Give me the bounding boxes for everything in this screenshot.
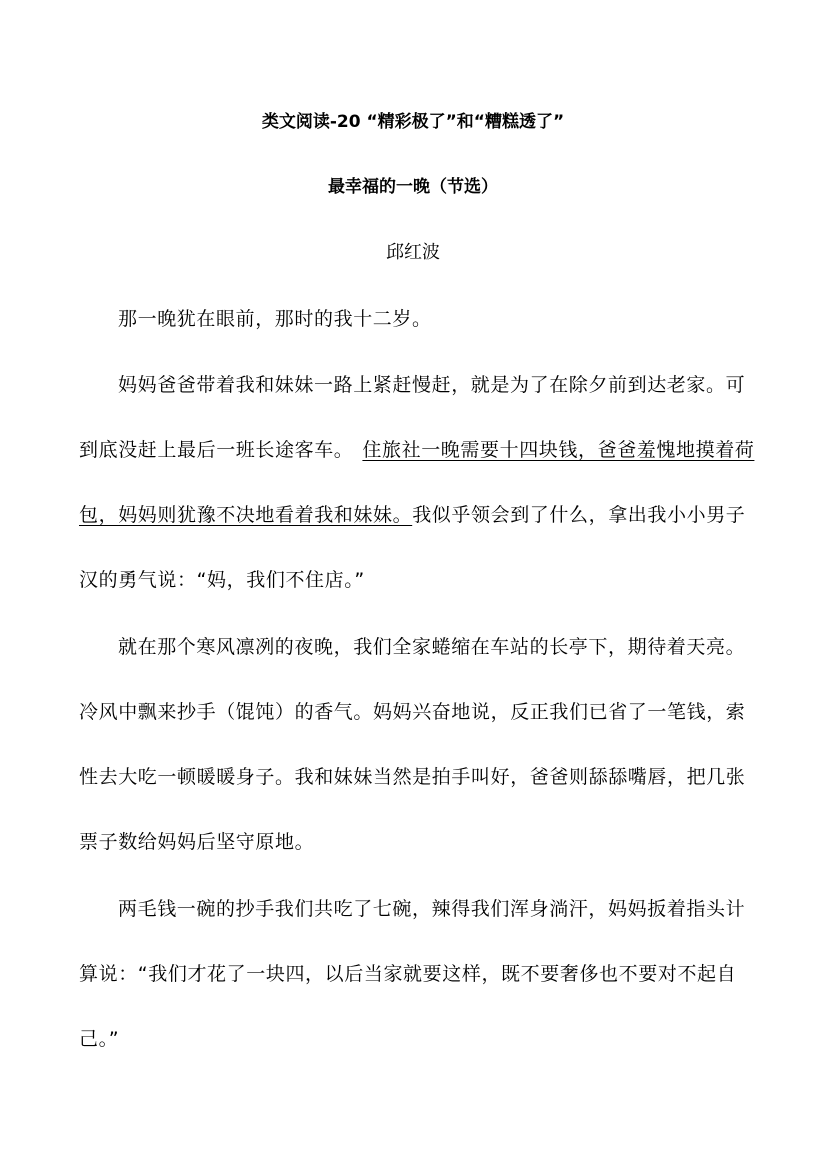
plain-text: 我似乎领会到了什么，拿出我小小男子	[412, 504, 746, 526]
article-author: 邱红波	[386, 242, 440, 263]
paragraph-3-line-4: 票子数给妈妈后坚守原地。	[79, 831, 315, 853]
paragraph-4-line-2: 算说：“我们才花了一块四，以后当家就要这样，既不要奢侈也不要对不起自	[79, 963, 737, 985]
document-title: 类文阅读-20 “精彩极了”和“糟糕透了”	[261, 112, 565, 132]
paragraph-2-line-2	[79, 437, 754, 463]
plain-text: 到底没赶上最后一班长途客车。	[79, 439, 354, 461]
paragraph-2-line-3	[79, 502, 745, 528]
paragraph-3-line-2: 冷风中飘来抄手（馄饨）的香气。妈妈兴奋地说，反正我们已省了一笔钱，索	[79, 701, 746, 723]
underlined-text: 包，妈妈则犹豫不决地看着我和妹妹。	[79, 504, 413, 526]
article-title: 最幸福的一晚（节选）	[328, 177, 498, 197]
paragraph-4-line-3: 己。”	[79, 1028, 120, 1050]
paragraph-2-line-1: 妈妈爸爸带着我和妹妹一路上紧赶慢赶，就是为了在除夕前到达老家。可	[118, 374, 746, 396]
paragraph-2-line-4: 汉的勇气说：“妈，我们不住店。”	[79, 569, 365, 591]
paragraph-3-line-3: 性去大吃一顿暖暖身子。我和妹妹当然是拍手叫好，爸爸则舔舔嘴唇，把几张	[79, 766, 746, 788]
paragraph-3-line-1: 就在那个寒风凛冽的夜晚，我们全家蜷缩在车站的长亭下，期待着天亮。	[118, 636, 746, 658]
underlined-text: 住旅社一晚需要十四块钱，爸爸羞愧地摸着荷	[362, 439, 755, 461]
paragraph-4-line-1: 两毛钱一碗的抄手我们共吃了七碗，辣得我们浑身淌汗，妈妈扳着指头计	[118, 898, 746, 920]
paragraph-1-line-1: 那一晚犹在眼前，那时的我十二岁。	[118, 308, 432, 330]
